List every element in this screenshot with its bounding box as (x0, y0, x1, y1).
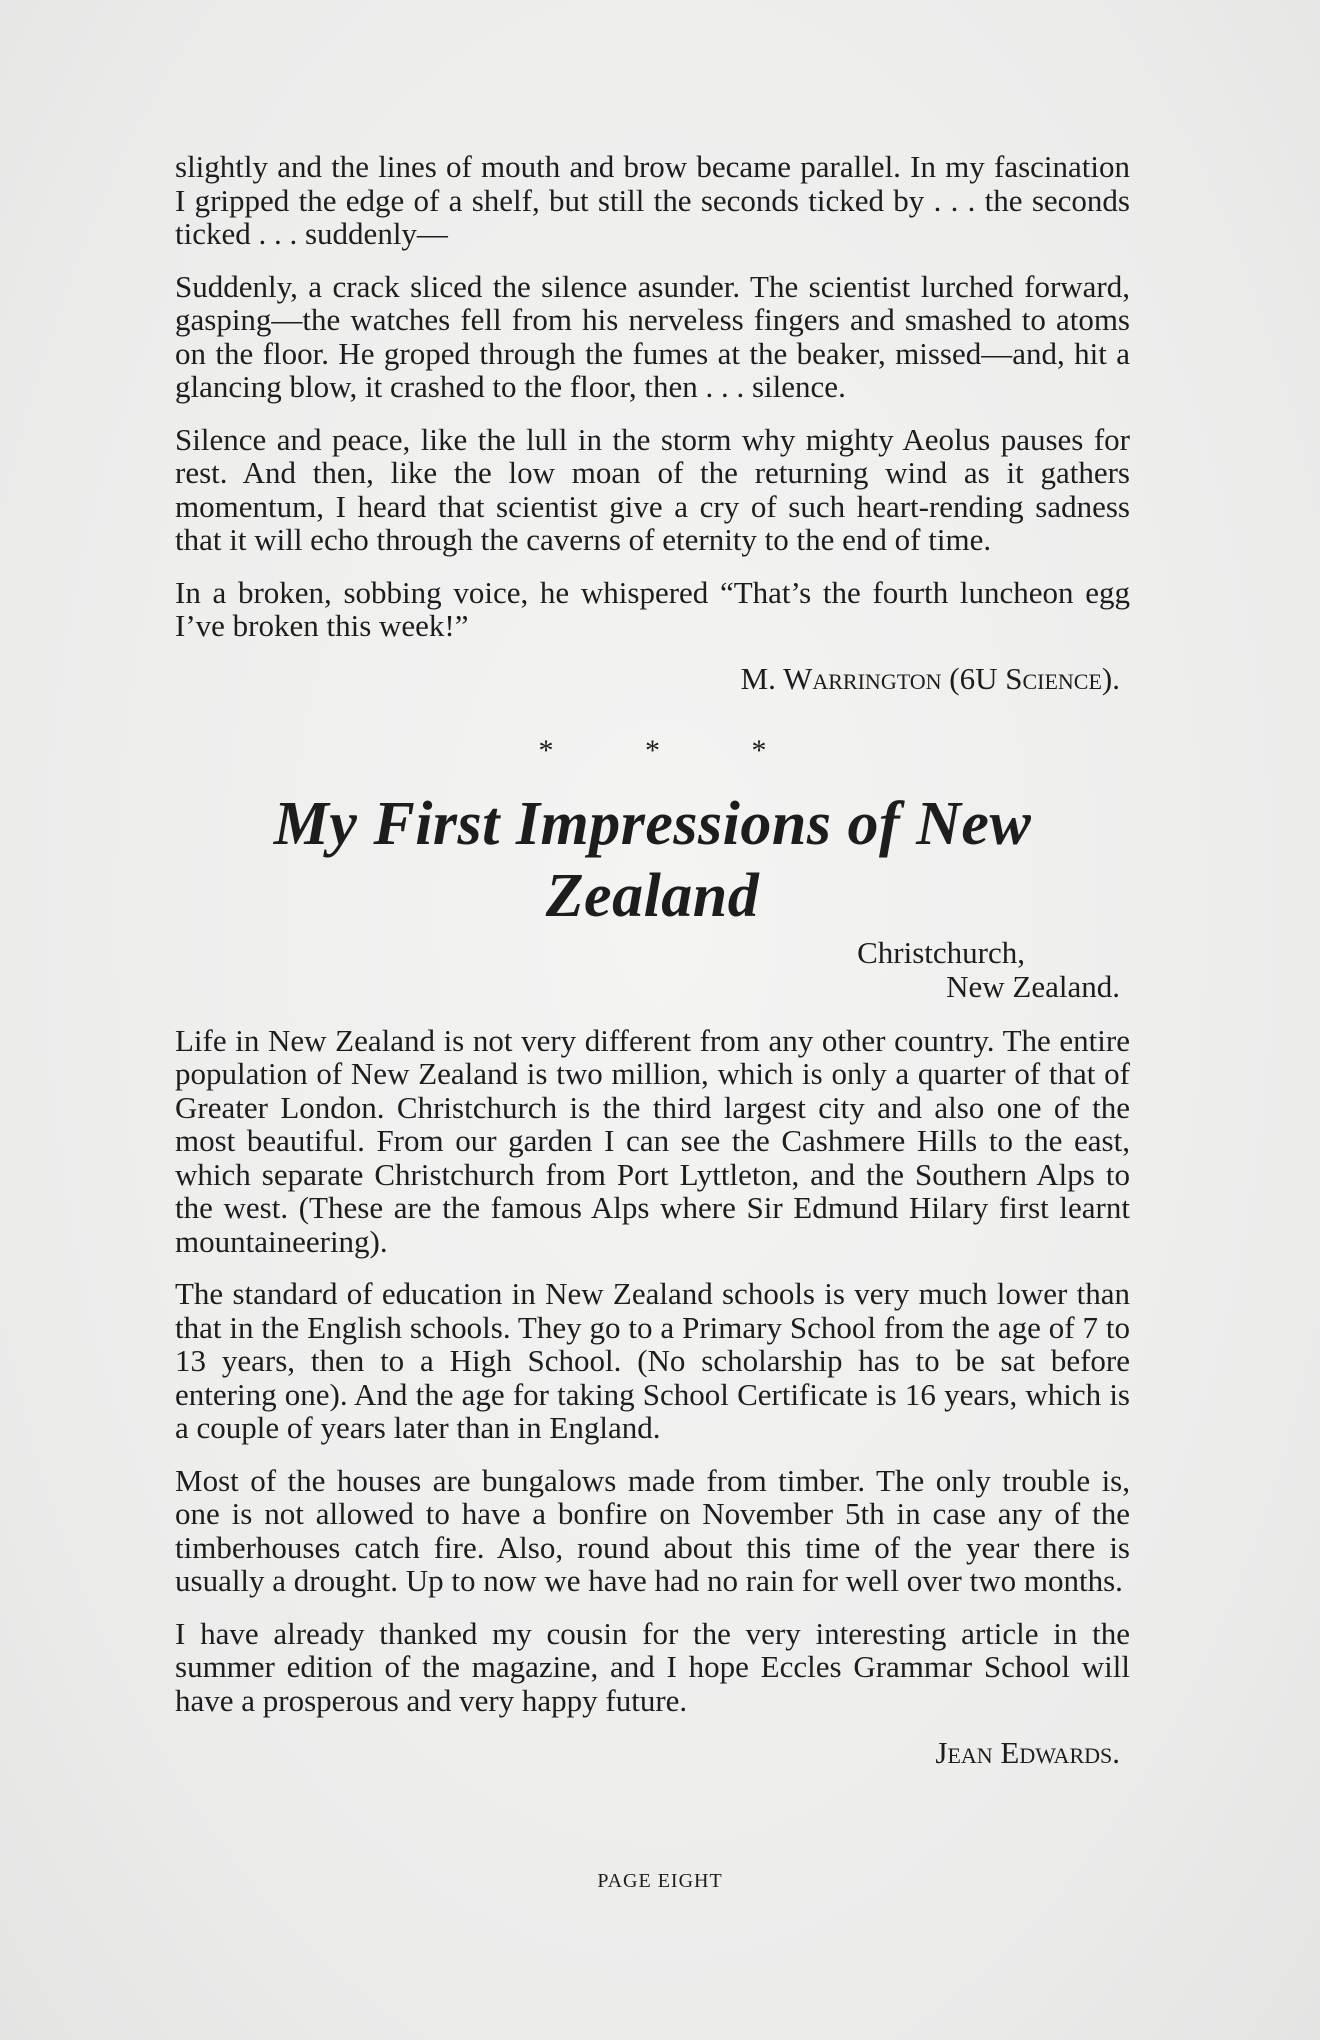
address-line: New Zealand. (946, 968, 1120, 1004)
article-title: My First Impressions of New Zealand (273, 789, 1032, 930)
page-number: PAGE EIGHT (597, 1870, 723, 1892)
paragraph: slightly and the lines of mouth and brow became parallel. In my fascination I gripped the edge of a shelf, but still the seconds ticked by . . . the seconds ticked . . . suddenly— (175, 149, 1130, 251)
paragraph: Suddenly, a crack sliced the silence asunder. The scientist lurched forward, gasping—the watches fell from his nerveless fingers and smashed to atoms on the floor. He groped through the fumes at the beaker, missed—and, hit a glancing blow, it crashed to the floor, then . . . silence. (175, 268, 1130, 404)
paragraph: In a broken, sobbing voice, he whispered “That’s the fourth luncheon egg I’ve broken this week!” (175, 574, 1130, 643)
address-line: Christchurch, (857, 934, 1025, 970)
paragraph: Life in New Zealand is not very different from any other country. The entire population of New Zealand is two million, which is only a quarter of that of Greater London. Christchurch is the third largest city and also one of the most beautiful. From our garden I can see the Cashmere Hills to the east, which separate Christchurch from Port Lyttleton, and the Southern Alps to the west. (These are the famous Alps where Sir Edmund Hilary first learnt mountaineering). (175, 1022, 1130, 1259)
paragraph: Silence and peace, like the lull in the storm why mighty Aeolus pauses for rest. And then, like the low moan of the returning wind as it gathers momentum, I heard that scientist give a cry of such heart-rending sadness that it will echo through the caverns of eternity to the end of time. (175, 421, 1130, 557)
author-signature: Jean Edwards. (935, 1735, 1120, 1770)
text-column (175, 150, 1130, 1770)
paragraph: Most of the houses are bungalows made from timber. The only trouble is, one is not allowed to have a bonfire on November 5th in case any of the timberhouses catch fire. Also, round about this time of the year there is usually a drought. Up to now we have had no rain for well over two months. (175, 1462, 1130, 1598)
paragraph: The standard of education in New Zealand schools is very much lower than that in the English schools. They go to a Primary School from the age of 7 to 13 years, then to a High School. (No scholarship has to be sat before entering one). And the age for taking School Certificate is 16 years, which is a couple of years later than in England. (175, 1276, 1130, 1445)
paragraph: I have already thanked my cousin for the very interesting article in the summer edition of the magazine, and I hope Eccles Grammar School will have a prosperous and very happy future. (175, 1615, 1130, 1718)
section-separator: * * * (538, 733, 809, 767)
author-signature: M. Warrington (6U Science). (740, 660, 1120, 696)
